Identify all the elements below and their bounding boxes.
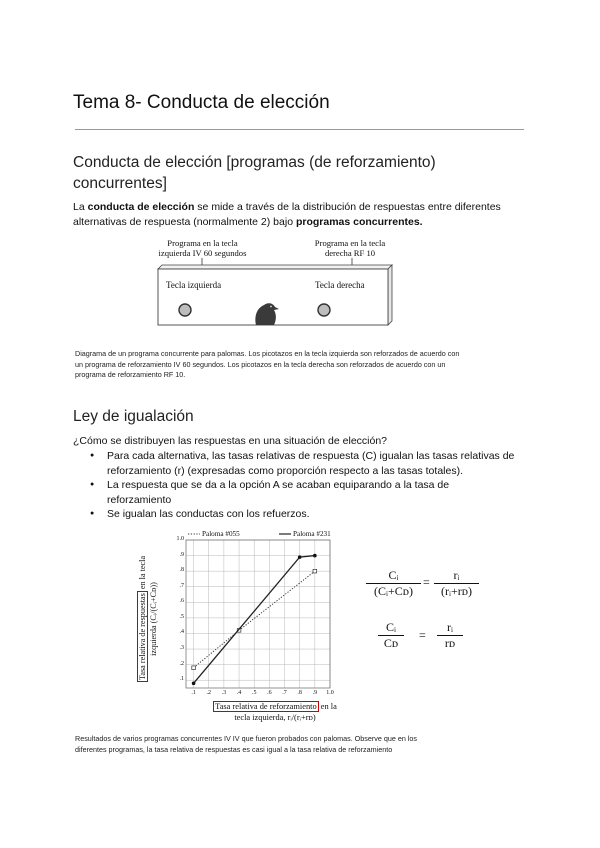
left-program-label-line2: izquierda IV 60 segundos [158,248,247,258]
data-point [192,682,196,686]
fraction-numerator: Cᵢ [386,620,396,634]
para-text-2: se mide a través de la distribución de respuestas entre diferentes alternativas de respuesta (normalmente 2) bajo [73,201,501,228]
left-key-icon [179,304,191,316]
fraction-denominator: rᴅ [437,635,463,651]
matching-law-formula [366,568,496,668]
fraction-denominator: Cᴅ [378,635,404,651]
x-tick-label: .7 [282,690,287,696]
section-heading-matching-law: Ley de igualación [73,408,194,425]
equals-sign: = [423,575,430,589]
y-tick-label: .3 [179,645,184,652]
right-key-icon [318,304,330,316]
para-text-1: La [73,201,88,213]
matching-question: ¿Cómo se distribuyen las respuestas en una situación de elección? [73,435,388,447]
left-program-label-line1: Programa en la tecla [167,238,238,248]
y-tick-label: .5 [179,613,184,620]
y-tick-label: .6 [179,598,184,605]
x-tick-label: .8 [297,690,302,696]
x-tick-label: .1 [191,690,196,696]
right-program-label-line1: Programa en la tecla [314,238,386,248]
x-axis-label [180,701,370,723]
y-tick-label: .2 [179,660,184,667]
concurrent-program-diagram [140,236,460,348]
x-tick-label: .5 [251,690,257,696]
data-point [313,569,317,573]
right-program-label-line2: derecha RF 10 [324,248,376,258]
chart-caption: Resultados de varios programas concurrentes IV IV que fueron probados con palomas. Observe que en los diferentes programas, la tasa relativa de respuestas es casi igual a la tasa relativa de reforzamiento [75,734,417,754]
fraction-numerator: rᵢ [453,568,460,582]
bullet-item: ● Para cada alternativa, las tasas relativas de respuesta (C) igualan las tasas relativas de reforzamiento (r) (expresadas como proporción respecto a las tasas totales). [90,449,515,478]
y-tick-label: 1.0 [176,536,184,542]
matching-chart [140,528,340,728]
x-tick-label: .3 [221,690,227,696]
section1-paragraph [73,200,528,229]
fraction-denominator: (rᵢ+rᴅ) [434,583,479,599]
chamber-drawing [140,236,460,348]
matching-chart-svg [140,528,340,728]
para-bold-1: conducta de elección [87,201,195,213]
y-tick-label: .9 [179,551,184,558]
y-tick-label: .8 [179,567,184,574]
fraction-responses-ratio [378,620,404,651]
fraction-responses-relative [366,568,421,599]
left-key-label: Tecla izquierda [166,280,222,290]
x-tick-label: .9 [312,690,318,696]
y-axis-label-line2: izquierda (Cᵢ/(Cᵢ+Cᴅ)) [149,582,158,656]
y-tick-label: .7 [179,582,184,589]
fraction-denominator: (Cᵢ+Cᴅ) [366,583,421,599]
x-tick-label: .4 [236,690,242,696]
data-point [313,554,317,558]
para-bold-2: programas concurrentes. [295,215,423,228]
x-tick-label: .6 [267,690,272,696]
diagram-caption: Diagrama de un programa concurrente para palomas. Los picotazos en la tecla izquierda son reforzados de acuerdo con un programa de reforzamiento IV 60 segundos. Los picotazos en la tecla derecha son reforzados de acuerdo con un programa de reforzamiento RF 10. [75,349,460,379]
data-point [298,555,302,559]
matching-bullets [90,449,515,522]
section-heading-choice: Conducta de elección [programas (de reforzamiento) concurrentes] [73,154,436,192]
data-point [192,666,196,670]
right-key-label: Tecla derecha [315,280,365,290]
page-title: Tema 8- Conducta de elección [73,92,330,113]
x-axis-label-suffix: en la [318,702,337,711]
y-axis-label [137,529,163,709]
title-divider [75,129,524,130]
y-tick-label: .1 [179,676,184,683]
fraction-reinforcement-relative [434,568,479,599]
fraction-numerator: Cᵢ [388,568,399,582]
x-tick-label: 1.0 [326,690,334,696]
bullet-item: ● La respuesta que se da a la opción A se acaban equiparando a la tasa de reforzamiento [90,478,515,507]
fraction-reinforcement-ratio [437,620,463,651]
x-tick-label: .2 [206,690,211,696]
x-axis-label-boxed: Tasa relativa de reforzamiento [215,702,317,711]
fraction-numerator: rᵢ [447,620,453,634]
bullet-item: ● Se igualan las conductas con los refuerzos. [90,507,515,522]
y-axis-label-boxed: Tasa relativa de respuestas [138,593,147,681]
y-axis-label-suffix: en la tecla [138,555,147,592]
equals-sign: = [419,628,426,642]
legend-entry-231: Paloma #231 [293,530,331,538]
y-tick-label: .4 [179,629,184,636]
legend-entry-055: Paloma #055 [202,530,240,538]
x-axis-label-line2: tecla izquierda, rᵢ/(rᵢ+rᴅ) [234,713,316,722]
